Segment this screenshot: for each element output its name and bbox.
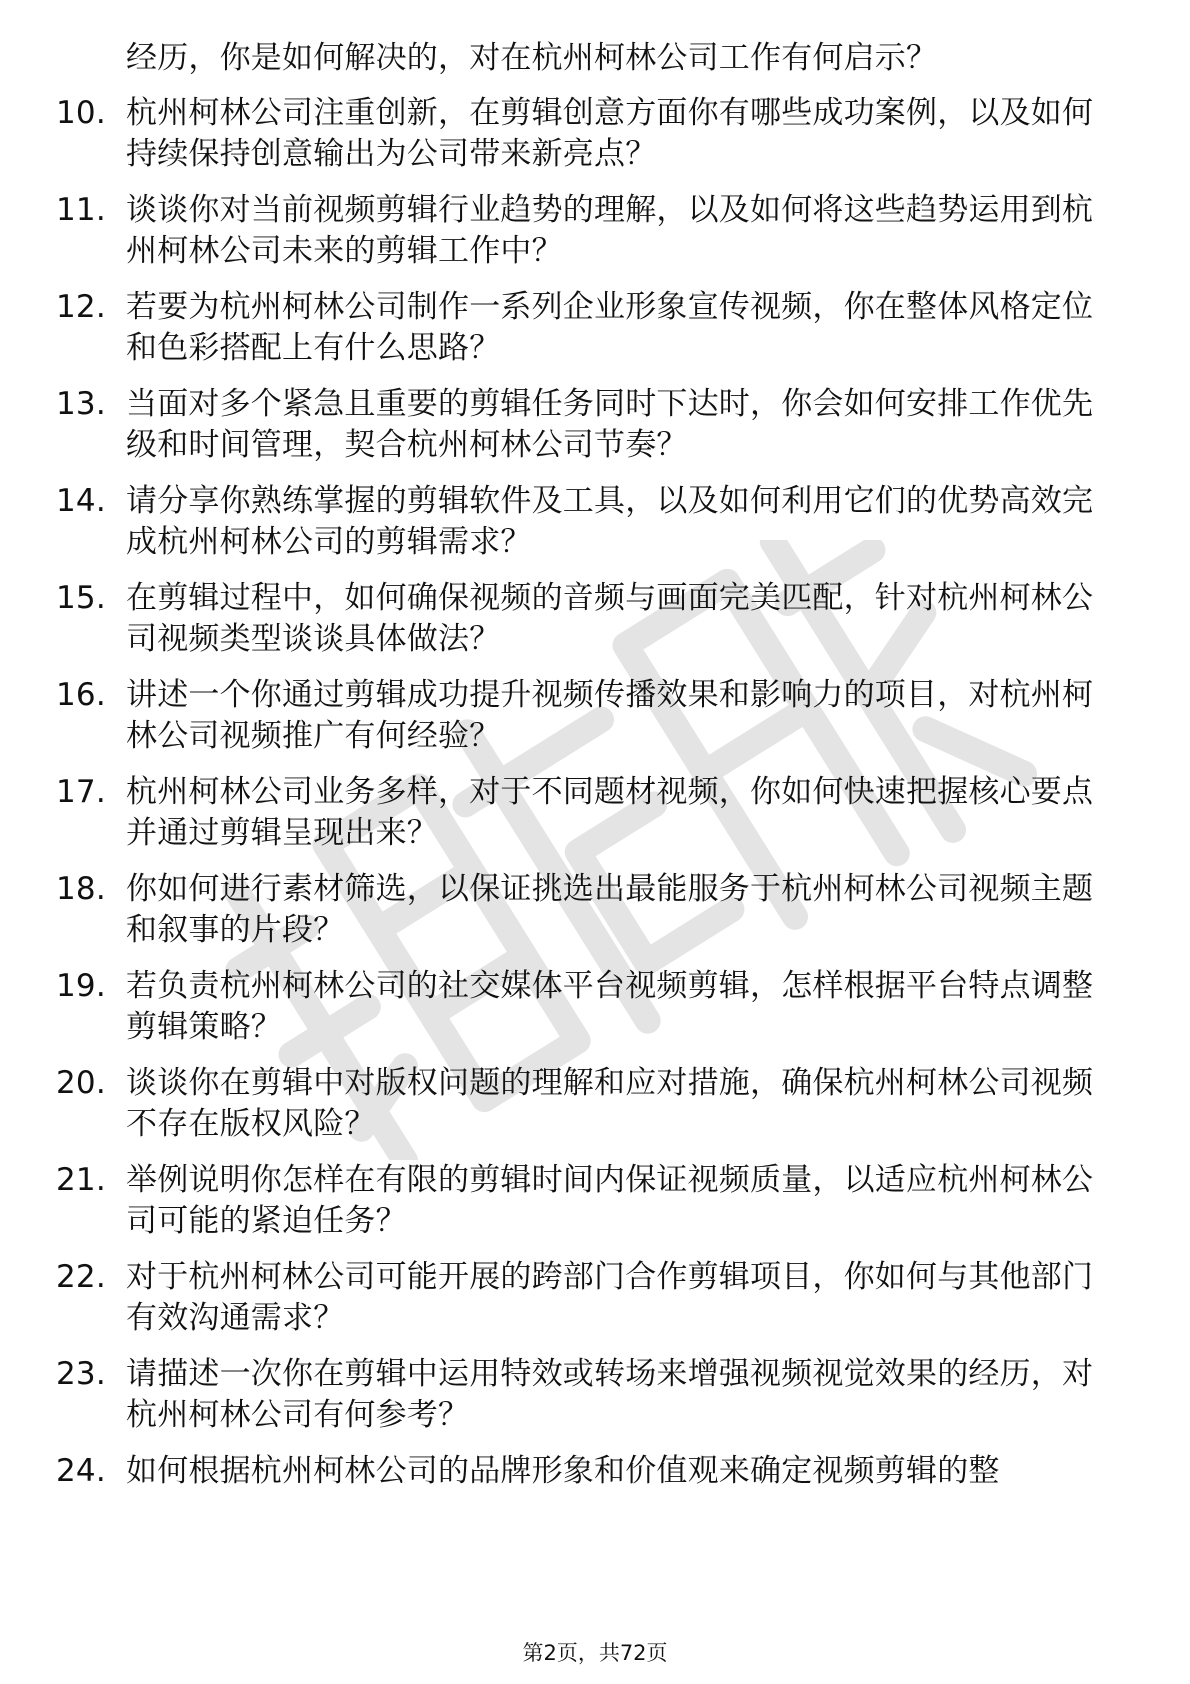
list-item [56,578,1116,660]
question-text: 杭州柯林公司注重创新，在剪辑创意方面你有哪些成功案例，以及如何持续保持创意输出为公司带来新亮点？ [126,95,1094,172]
question-list [56,38,1116,1507]
question-text: 请描述一次你在剪辑中运用特效或转场来增强视频视觉效果的经历，对杭州柯林公司有何参考？ [126,1356,1094,1433]
question-number: 17. [56,774,106,810]
question-text: 谈谈你在剪辑中对版权问题的理解和应对措施，确保杭州柯林公司视频不存在版权风险？ [126,1065,1094,1142]
question-number: 24. [56,1453,106,1489]
list-item-continuation [56,38,1116,79]
list-item [56,966,1116,1048]
question-text: 在剪辑过程中，如何确保视频的音频与画面完美匹配，针对杭州柯林公司视频类型谈谈具体做法？ [126,580,1094,657]
question-number: 10. [56,95,106,131]
question-text: 若负责杭州柯林公司的社交媒体平台视频剪辑，怎样根据平台特点调整剪辑策略？ [126,968,1094,1045]
question-text: 若要为杭州柯林公司制作一系列企业形象宣传视频，你在整体风格定位和色彩搭配上有什么思路？ [126,289,1094,366]
question-text: 杭州柯林公司业务多样，对于不同题材视频，你如何快速把握核心要点并通过剪辑呈现出来？ [126,774,1094,851]
list-item [56,481,1116,563]
question-text: 经历，你是如何解决的，对在杭州柯林公司工作有何启示？ [126,40,938,76]
question-number: 13. [56,386,106,422]
question-text: 如何根据杭州柯林公司的品牌形象和价值观来确定视频剪辑的整 [126,1453,1000,1489]
list-item [56,772,1116,854]
question-number: 14. [56,483,106,519]
list-item [56,93,1116,175]
list-item [56,287,1116,369]
question-text: 你如何进行素材筛选，以保证挑选出最能服务于杭州柯林公司视频主题和叙事的片段？ [126,871,1094,948]
list-item [56,1354,1116,1436]
question-number: 21. [56,1162,106,1198]
list-item [56,1160,1116,1242]
question-text: 举例说明你怎样在有限的剪辑时间内保证视频质量，以适应杭州柯林公司可能的紧迫任务？ [126,1162,1094,1239]
question-number: 16. [56,677,106,713]
question-number: 18. [56,871,106,907]
question-text: 当面对多个紧急且重要的剪辑任务同时下达时，你会如何安排工作优先级和时间管理，契合杭州柯林公司节奏？ [126,386,1094,463]
list-item [56,1257,1116,1339]
question-number: 19. [56,968,106,1004]
question-text: 讲述一个你通过剪辑成功提升视频传播效果和影响力的项目，对杭州柯林公司视频推广有何经验？ [126,677,1094,754]
question-number: 12. [56,289,106,325]
question-number: 23. [56,1356,106,1392]
question-number: 22. [56,1259,106,1295]
list-item [56,1063,1116,1145]
question-text: 对于杭州柯林公司可能开展的跨部门合作剪辑项目，你如何与其他部门有效沟通需求？ [126,1259,1094,1336]
page-number-footer: 第2页，共72页 [522,1641,668,1665]
list-item [56,1451,1116,1492]
list-item [56,675,1116,757]
question-number: 15. [56,580,106,616]
list-item [56,190,1116,272]
question-number: 11. [56,192,106,228]
question-number: 20. [56,1065,106,1101]
question-text: 谈谈你对当前视频剪辑行业趋势的理解，以及如何将这些趋势运用到杭州柯林公司未来的剪辑工作中？ [126,192,1094,269]
list-item [56,384,1116,466]
list-item [56,869,1116,951]
question-text: 请分享你熟练掌握的剪辑软件及工具，以及如何利用它们的优势高效完成杭州柯林公司的剪辑需求？ [126,483,1094,560]
